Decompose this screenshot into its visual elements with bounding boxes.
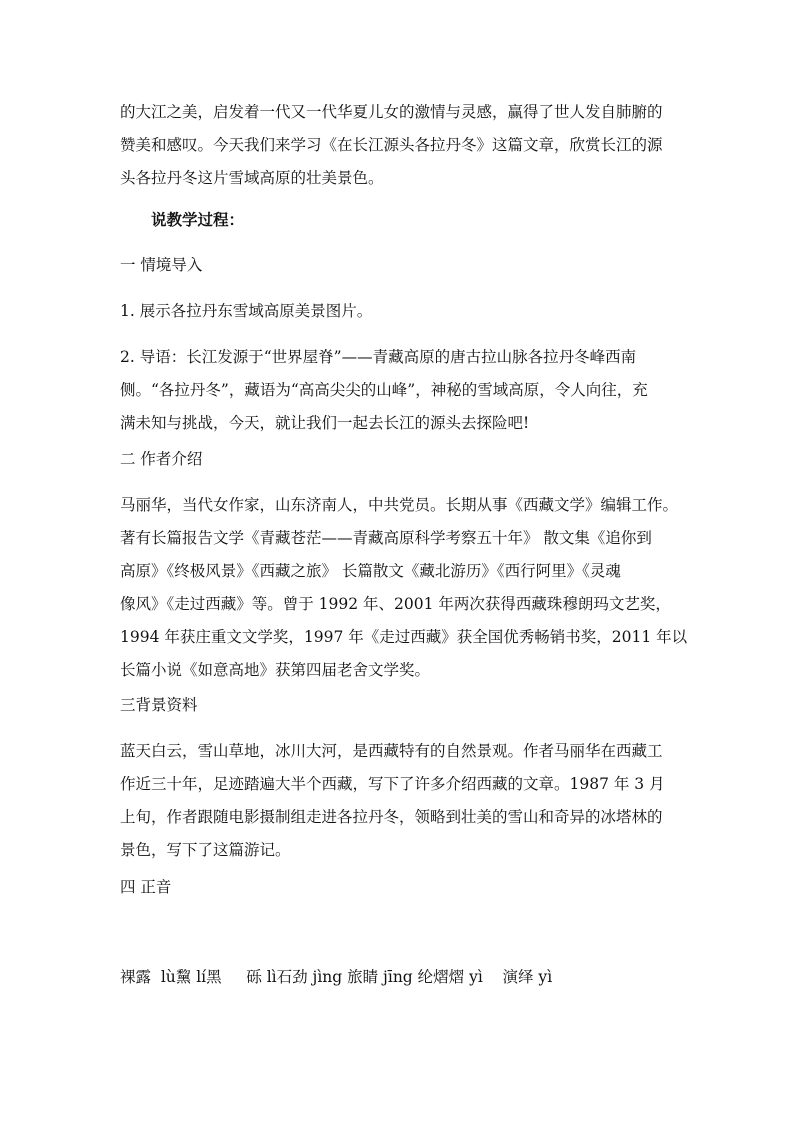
- section2-line: 著有长篇报告文学《青藏苍茫——青藏高原科学考察五十年》 散文集《追你到: [120, 529, 652, 547]
- section3-paragraph: [120, 735, 680, 867]
- section3-title: 三背景资料: [120, 696, 198, 714]
- section3-line: 作近三十年，足迹踏遍大半个西藏，写下了许多介绍西藏的文章。1987 年 3 月: [120, 775, 665, 793]
- section4-title: 四 正音: [120, 878, 172, 896]
- section2-line: 1994 年获庄重文文学奖，1997 年《走过西藏》获全国优秀畅销书奖，2011 年以: [120, 628, 688, 646]
- section1-item1: 1. 展示各拉丹东雪域高原美景图片。: [120, 302, 373, 320]
- section1-item2-line: 满未知与挑战，今天，就让我们一起去长江的源头去探险吧!: [120, 414, 530, 432]
- section2-line: 高原》《终极风景》《西藏之旅》 长篇散文《藏北游历》《西行阿里》《灵魂: [120, 562, 621, 580]
- pronunciation-line: 裸露 lù黧 lí黑 砾 lì石劲 jìng 旅睛 jīng 纶熠熠 yì 演绎 yì: [120, 968, 553, 986]
- intro-line: 赞美和感叹。今天我们来学习《在长江源头各拉丹冬》这篇文章，欣赏长江的源: [120, 136, 663, 154]
- section2-title: 二 作者介绍: [120, 450, 203, 468]
- intro-line: 的大江之美，启发着一代又一代华夏儿女的激情与灵感，赢得了世人发自肺腑的: [120, 103, 663, 121]
- section1-item2: [120, 341, 680, 440]
- section3-line: 蓝天白云，雪山草地，冰川大河，是西藏特有的自然景观。作者马丽华在西藏工: [120, 742, 663, 760]
- section2-line: 马丽华，当代女作家，山东济南人，中共党员。长期从事《西藏文学》编辑工作。: [120, 496, 679, 514]
- section2-line: 长篇小说《如意高地》获第四届老舍文学奖。: [120, 661, 431, 679]
- process-heading: 说教学过程：: [151, 210, 245, 229]
- section1-item2-line: 侧。“各拉丹冬”，藏语为“高高尖尖的山峰”，神秘的雪域高原，令人向往，充: [120, 381, 648, 399]
- section3-line: 景色，写下了这篇游记。: [120, 841, 291, 859]
- intro-line: 头各拉丹冬这片雪域高原的壮美景色。: [120, 169, 384, 187]
- section2-paragraph: [120, 489, 688, 687]
- section3-line: 上旬，作者跟随电影摄制组走进各拉丹冬，领略到壮美的雪山和奇异的冰塔林的: [120, 808, 663, 826]
- intro-paragraph: [120, 96, 680, 195]
- section1-title: 一 情境导入: [120, 256, 203, 274]
- section1-item2-line: 2. 导语：长江发源于“世界屋脊”——青藏高原的唐古拉山脉各拉丹冬峰西南: [120, 348, 637, 366]
- section2-line: 像风》《走过西藏》等。曾于 1992 年、2001 年两次获得西藏珠穆朗玛文艺奖，: [120, 595, 671, 613]
